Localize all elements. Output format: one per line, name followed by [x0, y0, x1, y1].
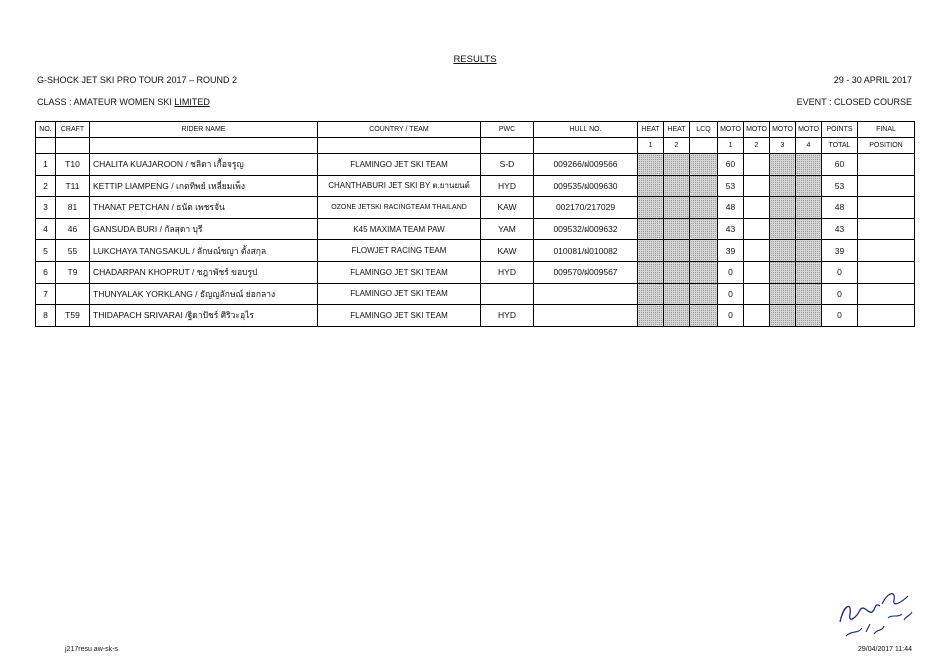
table-row — [36, 197, 915, 219]
table-row — [36, 175, 915, 197]
row-pwc: HYD — [481, 261, 534, 283]
row-moto-1: 53 — [718, 175, 744, 197]
row-pwc: KAW — [481, 240, 534, 262]
row-moto-2 — [744, 283, 770, 305]
row-moto-4 — [796, 175, 822, 197]
row-lcq — [690, 175, 718, 197]
row-no: 2 — [36, 175, 56, 197]
results-table — [35, 121, 915, 327]
footer-file-code: j217resu aw-sk-s — [65, 646, 118, 653]
signature — [832, 584, 916, 640]
row-lcq — [690, 283, 718, 305]
header-row-1 — [36, 122, 915, 138]
col-points: POINTS — [822, 122, 858, 138]
row-rider: KETTIP LIAMPENG / เกตทิพย์ เหลี่ยมเพ็ง — [90, 175, 318, 197]
row-moto-4 — [796, 197, 822, 219]
row-no: 7 — [36, 283, 56, 305]
row-hull: 002170/217029 — [534, 197, 638, 219]
row-lcq — [690, 305, 718, 327]
row-heat-2 — [664, 305, 690, 327]
row-moto-2 — [744, 197, 770, 219]
header-row-2 — [36, 138, 915, 154]
table-row — [36, 240, 915, 262]
row-moto-1: 0 — [718, 305, 744, 327]
row-no: 1 — [36, 154, 56, 176]
row-total: 48 — [822, 197, 858, 219]
row-craft: 46 — [56, 218, 90, 240]
row-total: 53 — [822, 175, 858, 197]
col-heat-1: HEAT — [638, 122, 664, 138]
row-heat-1 — [638, 154, 664, 176]
header-cell — [56, 138, 90, 154]
col-hull: HULL NO. — [534, 122, 638, 138]
row-team: CHANTHABURI JET SKI BY ต.ยานยนต์ — [318, 175, 481, 197]
row-moto-3 — [770, 283, 796, 305]
moto-2-number: 2 — [744, 138, 770, 154]
row-total: 0 — [822, 261, 858, 283]
row-moto-2 — [744, 175, 770, 197]
row-position — [858, 218, 915, 240]
header-cell — [318, 138, 481, 154]
col-rider: RIDER NAME — [90, 122, 318, 138]
row-rider: CHADARPAN KHOPRUT / ชฎาพัชร์ ขอบรูป — [90, 261, 318, 283]
moto-4-number: 4 — [796, 138, 822, 154]
col-total: TOTAL — [822, 138, 858, 154]
row-lcq — [690, 240, 718, 262]
row-heat-2 — [664, 175, 690, 197]
page-title: RESULTS — [453, 54, 497, 65]
row-total: 39 — [822, 240, 858, 262]
row-craft: T11 — [56, 175, 90, 197]
row-moto-4 — [796, 154, 822, 176]
row-total: 0 — [822, 305, 858, 327]
row-heat-1 — [638, 218, 664, 240]
row-craft: T59 — [56, 305, 90, 327]
row-lcq — [690, 154, 718, 176]
header-cell — [534, 138, 638, 154]
row-moto-2 — [744, 218, 770, 240]
row-pwc: YAM — [481, 218, 534, 240]
event-dates: 29 - 30 APRIL 2017 — [833, 75, 912, 85]
row-no: 6 — [36, 261, 56, 283]
col-position: POSITION — [858, 138, 915, 154]
row-heat-1 — [638, 175, 664, 197]
row-total: 60 — [822, 154, 858, 176]
row-position — [858, 283, 915, 305]
row-moto-4 — [796, 261, 822, 283]
col-moto-4: MOTO — [796, 122, 822, 138]
row-heat-1 — [638, 305, 664, 327]
row-moto-2 — [744, 261, 770, 283]
row-moto-4 — [796, 240, 822, 262]
row-heat-1 — [638, 283, 664, 305]
row-team: FLAMINGO JET SKI TEAM — [318, 261, 481, 283]
row-no: 5 — [36, 240, 56, 262]
row-craft: 81 — [56, 197, 90, 219]
row-rider: LUKCHAYA TANGSAKUL / ลักษณ์ชญา ตั้งสกุล — [90, 240, 318, 262]
row-moto-3 — [770, 175, 796, 197]
row-hull: 009532/ฝ009632 — [534, 218, 638, 240]
row-heat-2 — [664, 240, 690, 262]
col-craft: CRAFT — [56, 122, 90, 138]
table-row — [36, 261, 915, 283]
moto-1-number: 1 — [718, 138, 744, 154]
row-pwc: HYD — [481, 305, 534, 327]
row-moto-3 — [770, 218, 796, 240]
table-row — [36, 305, 915, 327]
event-type: EVENT : CLOSED COURSE — [796, 97, 912, 107]
row-position — [858, 175, 915, 197]
table-row — [36, 283, 915, 305]
row-rider: GANSUDA BURI / กัลสุดา บุรี — [90, 218, 318, 240]
row-moto-3 — [770, 261, 796, 283]
col-no: NO. — [36, 122, 56, 138]
row-craft: 55 — [56, 240, 90, 262]
row-rider: THANAT PETCHAN / ธนัต เพชรจั่น — [90, 197, 318, 219]
row-pwc: KAW — [481, 197, 534, 219]
row-no: 8 — [36, 305, 56, 327]
col-moto-1: MOTO — [718, 122, 744, 138]
row-team: FLAMINGO JET SKI TEAM — [318, 154, 481, 176]
row-heat-2 — [664, 197, 690, 219]
row-moto-3 — [770, 240, 796, 262]
row-position — [858, 261, 915, 283]
row-hull — [534, 305, 638, 327]
row-hull: 010081/ฝ010082 — [534, 240, 638, 262]
row-lcq — [690, 261, 718, 283]
row-moto-3 — [770, 305, 796, 327]
row-total: 0 — [822, 283, 858, 305]
row-heat-2 — [664, 218, 690, 240]
col-team: COUNTRY / TEAM — [318, 122, 481, 138]
row-no: 3 — [36, 197, 56, 219]
row-heat-1 — [638, 240, 664, 262]
row-lcq — [690, 218, 718, 240]
row-position — [858, 240, 915, 262]
row-position — [858, 154, 915, 176]
col-moto-2: MOTO — [744, 122, 770, 138]
row-moto-2 — [744, 305, 770, 327]
row-lcq — [690, 197, 718, 219]
col-lcq: LCQ — [690, 122, 718, 138]
row-moto-1: 0 — [718, 283, 744, 305]
row-pwc — [481, 283, 534, 305]
table-row — [36, 154, 915, 176]
class-limited: LIMITED — [174, 97, 210, 107]
row-team: FLOWJET RACING TEAM — [318, 240, 481, 262]
row-moto-1: 43 — [718, 218, 744, 240]
event-name: G-SHOCK JET SKI PRO TOUR 2017 – ROUND 2 — [37, 75, 238, 85]
row-rider: CHALITA KUAJAROON / ชลิตา เกื้อจรูญ — [90, 154, 318, 176]
row-team: OZONE JETSKI RACINGTEAM THAILAND — [318, 197, 481, 219]
heat-1-number: 1 — [638, 138, 664, 154]
row-moto-1: 0 — [718, 261, 744, 283]
col-moto-3: MOTO — [770, 122, 796, 138]
row-craft — [56, 283, 90, 305]
row-team: K45 MAXIMA TEAM PAW — [318, 218, 481, 240]
header-cell — [481, 138, 534, 154]
class-label — [37, 97, 210, 107]
header-cell — [690, 138, 718, 154]
row-team: FLAMINGO JET SKI TEAM — [318, 305, 481, 327]
row-rider: THUNYALAK YORKLANG / ธัญญลักษณ์ ย่อกลาง — [90, 283, 318, 305]
row-team: FLAMINGO JET SKI TEAM — [318, 283, 481, 305]
row-position — [858, 197, 915, 219]
table-row — [36, 218, 915, 240]
footer-timestamp: 29/04/2017 11:44 — [858, 646, 912, 653]
row-moto-4 — [796, 218, 822, 240]
row-rider: THIDAPACH SRIVARAI /ฐิดาปัชร์ ศิริวะอุไร — [90, 305, 318, 327]
row-no: 4 — [36, 218, 56, 240]
header-cell — [90, 138, 318, 154]
row-craft: T10 — [56, 154, 90, 176]
row-pwc: HYD — [481, 175, 534, 197]
row-hull — [534, 283, 638, 305]
row-heat-1 — [638, 261, 664, 283]
row-moto-4 — [796, 305, 822, 327]
moto-3-number: 3 — [770, 138, 796, 154]
row-moto-1: 48 — [718, 197, 744, 219]
class-prefix: CLASS : AMATEUR WOMEN SKI — [37, 97, 175, 107]
row-hull: 009570/ฝ009567 — [534, 261, 638, 283]
row-heat-2 — [664, 283, 690, 305]
col-pwc: PWC — [481, 122, 534, 138]
col-final: FINAL — [858, 122, 915, 138]
heat-2-number: 2 — [664, 138, 690, 154]
row-moto-2 — [744, 240, 770, 262]
row-moto-3 — [770, 154, 796, 176]
row-pwc: S-D — [481, 154, 534, 176]
row-heat-1 — [638, 197, 664, 219]
row-total: 43 — [822, 218, 858, 240]
header-cell — [36, 138, 56, 154]
row-hull: 009266/ฝ009566 — [534, 154, 638, 176]
row-heat-2 — [664, 261, 690, 283]
row-craft: T9 — [56, 261, 90, 283]
row-position — [858, 305, 915, 327]
col-heat-2: HEAT — [664, 122, 690, 138]
row-moto-3 — [770, 197, 796, 219]
row-moto-4 — [796, 283, 822, 305]
row-heat-2 — [664, 154, 690, 176]
row-moto-1: 60 — [718, 154, 744, 176]
row-moto-1: 39 — [718, 240, 744, 262]
row-moto-2 — [744, 154, 770, 176]
row-hull: 009535/ฝ009630 — [534, 175, 638, 197]
